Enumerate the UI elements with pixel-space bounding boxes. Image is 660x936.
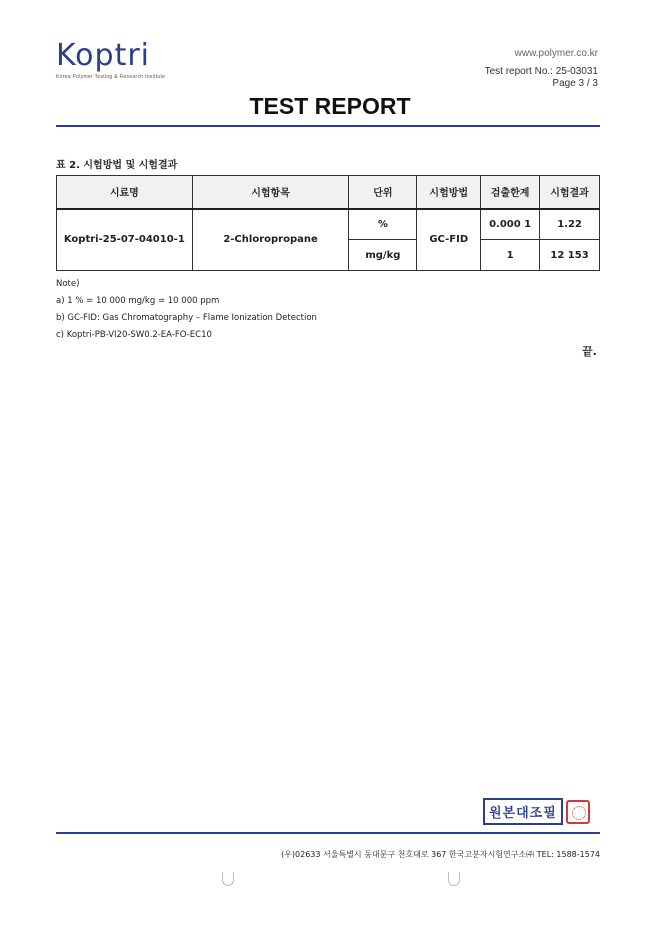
- test-item-cell: 2-Chloropropane: [192, 209, 349, 271]
- punch-hole-mark: [448, 872, 460, 886]
- test-result-cell: 12 153: [540, 240, 600, 271]
- unit-cell: mg/kg: [349, 240, 417, 271]
- page-title: TEST REPORT: [249, 93, 411, 119]
- table-row: [57, 209, 600, 240]
- report-number: Test report No.: 25-03031: [484, 66, 598, 77]
- header-divider: [56, 125, 600, 127]
- original-copy-stamp: [483, 798, 590, 825]
- sample-name-cell: Koptri-25-07-04010-1: [57, 209, 193, 271]
- header-sample-name: 시료명: [57, 176, 193, 209]
- logo-tagline: Korea Polymer Testing & Research Institute: [56, 74, 166, 80]
- page-number: Page 3 / 3: [552, 78, 598, 89]
- end-mark: 끝.: [582, 345, 597, 358]
- footer-address: (우)02633 서울특별시 동대문구 천호대로 367 한국고분자시험연구소㈜ TEL: 1588-1574: [281, 850, 600, 859]
- company-logo: [56, 40, 165, 80]
- unit-cell: %: [349, 209, 417, 240]
- test-method-cell: GC-FID: [417, 209, 481, 271]
- stamp-text: 원본대조필: [483, 798, 563, 825]
- header-test-item: 시험항목: [192, 176, 349, 209]
- seal-icon: [566, 800, 590, 824]
- header-test-method: 시험방법: [417, 176, 481, 209]
- test-result-cell: 1.22: [540, 209, 600, 240]
- table-header-row: [57, 176, 600, 209]
- results-table: [56, 175, 600, 271]
- header-detection-limit: 검출한계: [481, 176, 540, 209]
- detection-limit-cell: 1: [481, 240, 540, 271]
- website-url: www.polymer.co.kr: [514, 48, 598, 59]
- notes-section: [56, 276, 317, 344]
- header-test-result: 시험결과: [540, 176, 600, 209]
- header-unit: 단위: [349, 176, 417, 209]
- punch-hole-mark: [222, 872, 234, 886]
- report-header-info: [485, 48, 598, 90]
- footer-divider: [56, 832, 600, 834]
- table-caption: 표 2. 시험방법 및 시험결과: [56, 160, 178, 171]
- note-item: b) GC-FID: Gas Chromatography – Flame Ionization Detection: [56, 313, 317, 323]
- note-item: c) Koptri-PB-VI20-SW0.2-EA-FO-EC10: [56, 330, 212, 340]
- logo-wordmark: Koptri: [56, 38, 151, 73]
- note-item: a) 1 % = 10 000 mg/kg = 10 000 ppm: [56, 296, 220, 306]
- notes-title: Note): [56, 279, 80, 289]
- detection-limit-cell: 0.000 1: [481, 209, 540, 240]
